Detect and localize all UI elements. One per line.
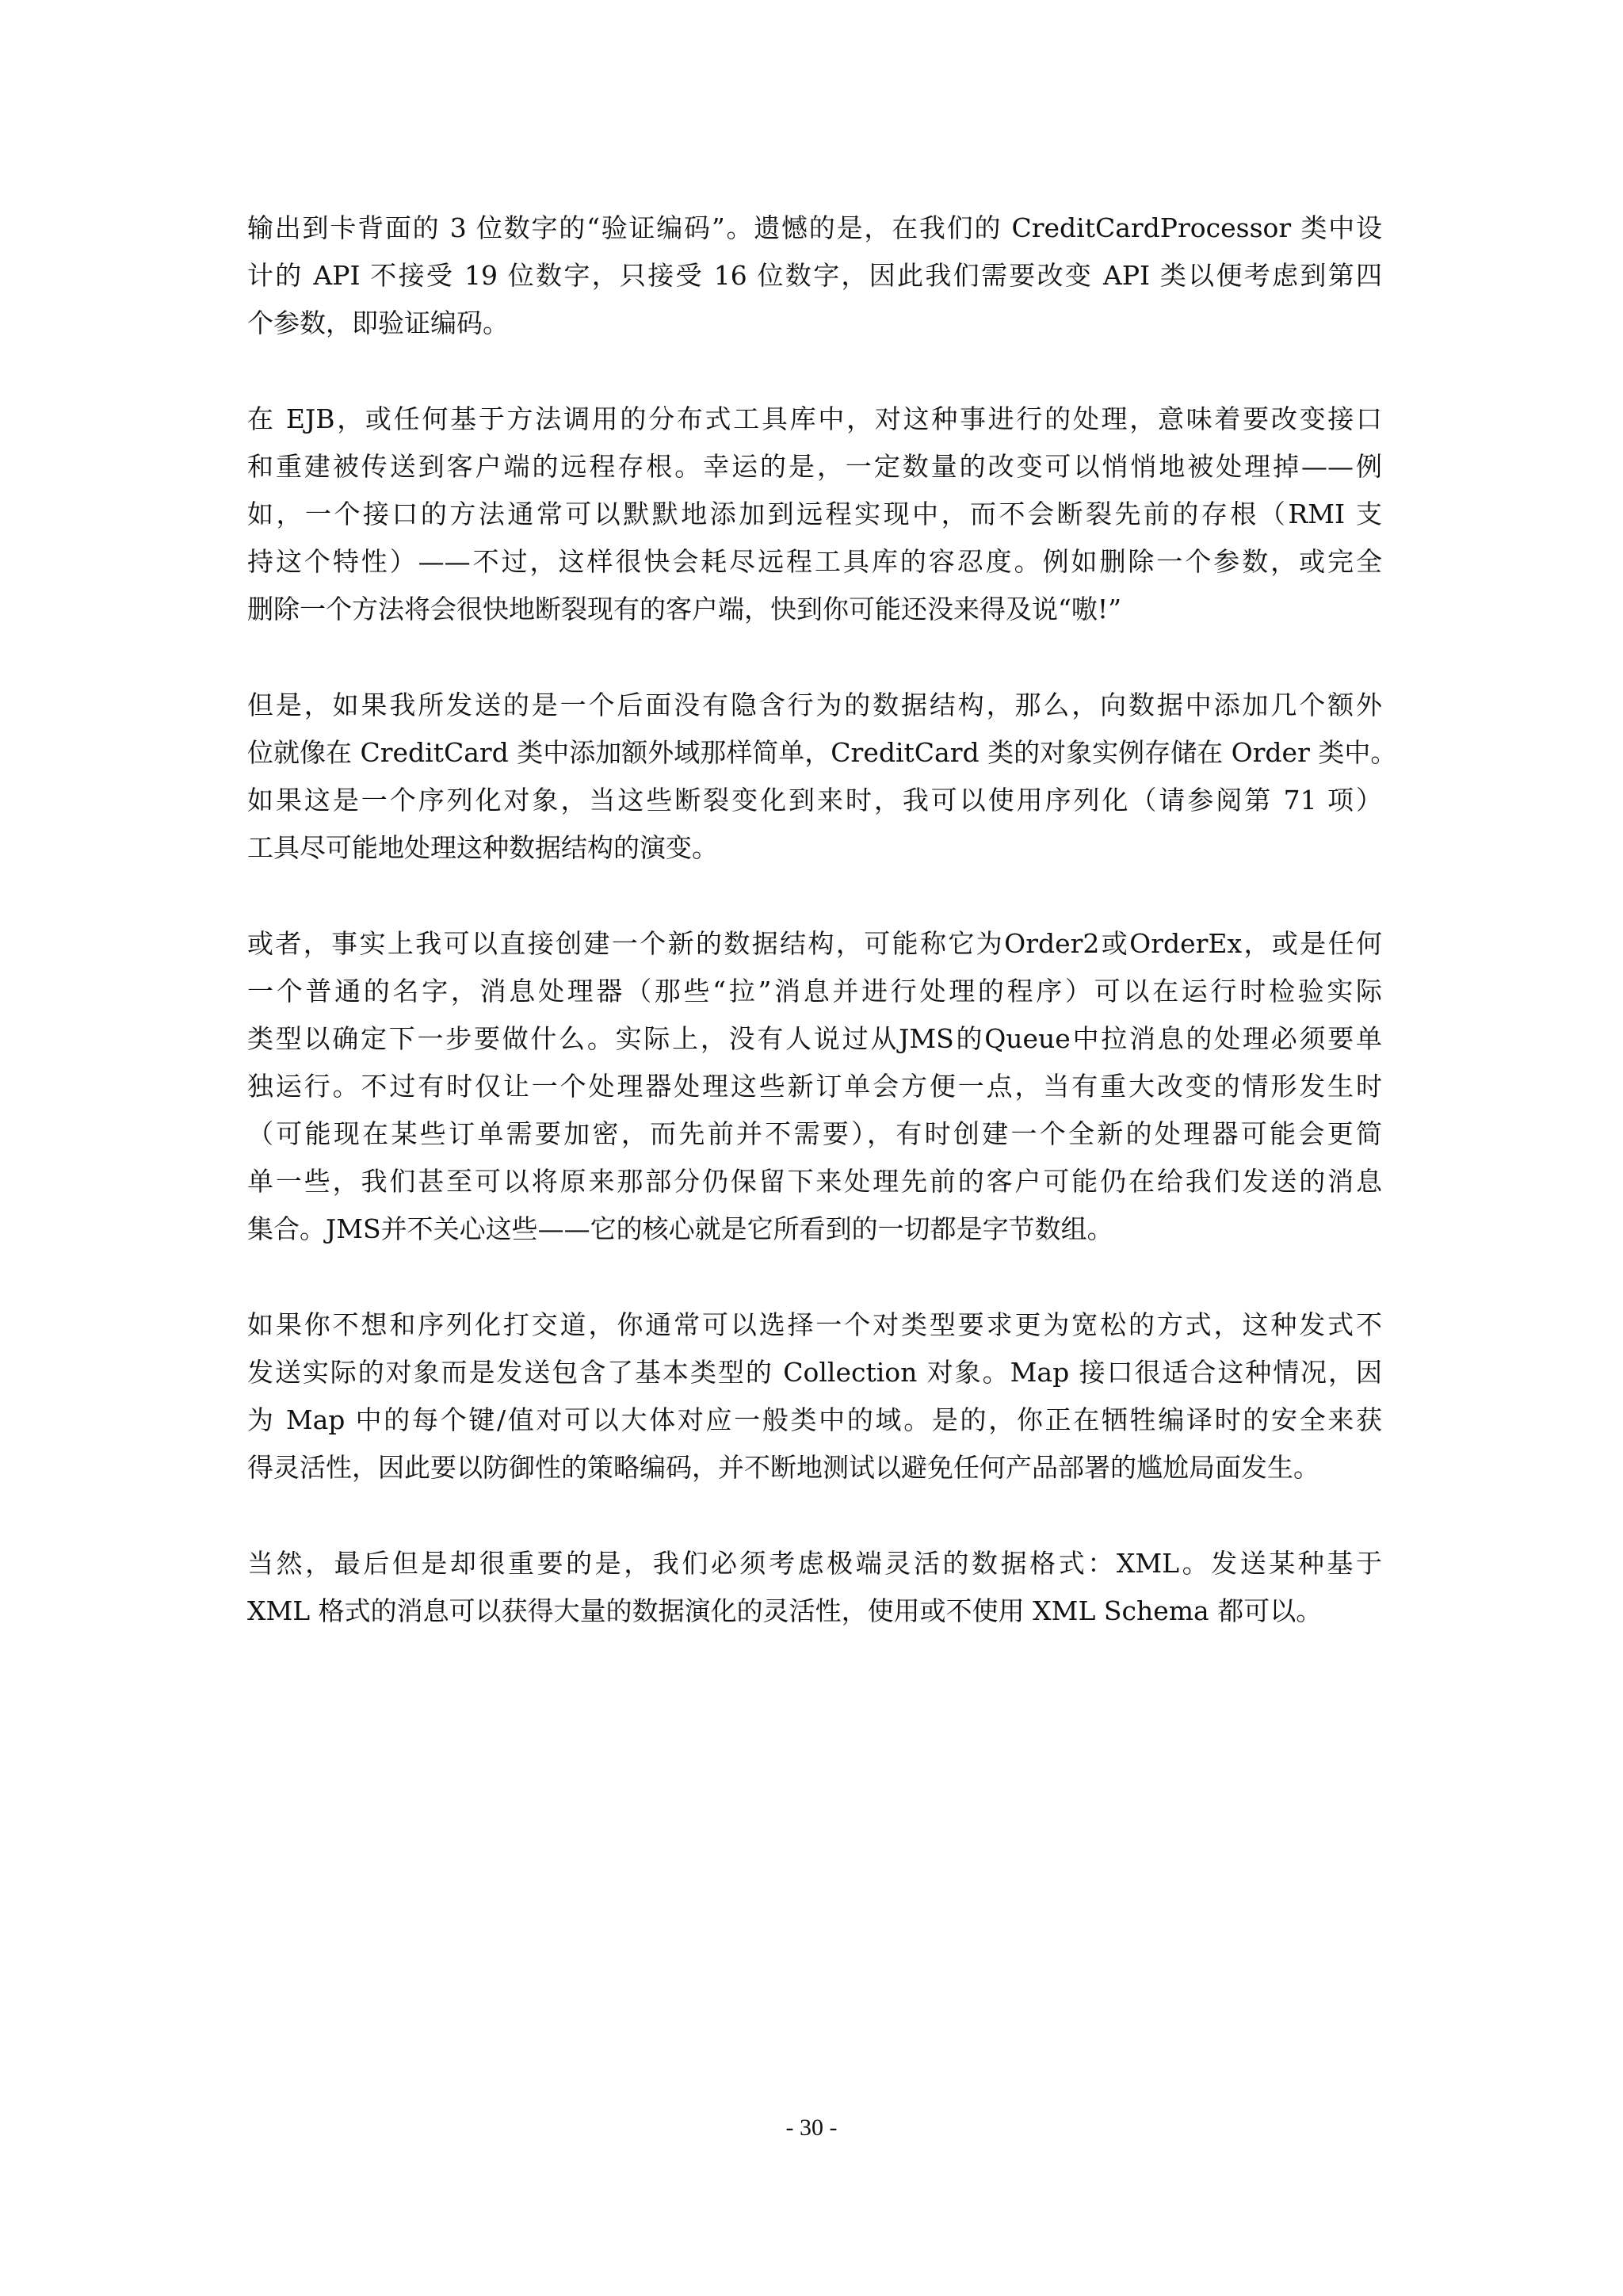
text-line: 位就像在 CreditCard 类中添加额外域那样简单，CreditCard 类的对象实例存储在 Order 类中。 bbox=[247, 737, 1397, 768]
text-line: 和重建被传送到客户端的远程存根。幸运的是，一定数量的改变可以悄悄地被处理掉——例 bbox=[247, 451, 1382, 482]
text-line: 在 EJB，或任何基于方法调用的分布式工具库中，对这种事进行的处理，意味着要改变接口 bbox=[247, 403, 1382, 434]
paragraph-3 bbox=[247, 682, 1397, 872]
body-text bbox=[247, 204, 1397, 1683]
paragraph-4 bbox=[247, 920, 1382, 1253]
paragraph-1 bbox=[247, 204, 1382, 347]
paragraph-6 bbox=[247, 1540, 1382, 1635]
page-number: - 30 - bbox=[785, 2115, 838, 2141]
text-line: 但是，如果我所发送的是一个后面没有隐含行为的数据结构，那么，向数据中添加几个额外 bbox=[247, 690, 1382, 720]
text-line: 计的 API 不接受 19 位数字，只接受 16 位数字，因此我们需要改变 API 类以便考虑到第四 bbox=[247, 260, 1382, 291]
text-line: 如果你不想和序列化打交道，你通常可以选择一个对类型要求更为宽松的方式，这种发式不 bbox=[247, 1309, 1382, 1340]
text-line: 个参数，即验证编码。 bbox=[247, 308, 509, 338]
text-line: 发送实际的对象而是发送包含了基本类型的 Collection 对象。Map 接口很适合这种情况，因 bbox=[247, 1357, 1382, 1388]
text-line: （可能现在某些订单需要加密，而先前并不需要），有时创建一个全新的处理器可能会更简 bbox=[247, 1118, 1382, 1149]
text-line: 删除一个方法将会很快地断裂现有的客户端，快到你可能还没来得及说“嗷!” bbox=[247, 594, 1122, 625]
paragraph-2 bbox=[247, 395, 1382, 633]
text-line: 工具尽可能地处理这种数据结构的演变。 bbox=[247, 832, 718, 863]
text-line: 持这个特性）——不过，这样很快会耗尽远程工具库的容忍度。例如删除一个参数，或完全 bbox=[247, 546, 1382, 577]
text-line: 一个普通的名字，消息处理器（那些“拉”消息并进行处理的程序）可以在运行时检验实际 bbox=[247, 976, 1382, 1007]
paragraph-5 bbox=[247, 1301, 1382, 1492]
text-line: 集合。JMS并不关心这些——它的核心就是它所看到的一切都是字节数组。 bbox=[247, 1213, 1113, 1244]
text-line: 如果这是一个序列化对象，当这些断裂变化到来时，我可以使用序列化（请参阅第 71 项） bbox=[247, 785, 1382, 816]
text-line: 为 Map 中的每个键/值对可以大体对应一般类中的域。是的，你正在牺牲编译时的安全来获 bbox=[247, 1404, 1382, 1435]
text-line: 得灵活性，因此要以防御性的策略编码，并不断地测试以避免任何产品部署的尴尬局面发生。 bbox=[247, 1452, 1319, 1483]
text-line: XML 格式的消息可以获得大量的数据演化的灵活性，使用或不使用 XML Schema 都可以。 bbox=[247, 1595, 1323, 1626]
text-line: 输出到卡背面的 3 位数字的“验证编码”。遗憾的是，在我们的 CreditCardProcessor 类中设 bbox=[247, 212, 1382, 243]
text-line: 独运行。不过有时仅让一个处理器处理这些新订单会方便一点，当有重大改变的情形发生时 bbox=[247, 1071, 1382, 1102]
text-line: 单一些，我们甚至可以将原来那部分仍保留下来处理先前的客户可能仍在给我们发送的消息 bbox=[247, 1166, 1382, 1197]
text-line: 当然，最后但是却很重要的是，我们必须考虑极端灵活的数据格式：XML。发送某种基于 bbox=[247, 1548, 1382, 1579]
text-line: 如，一个接口的方法通常可以默默地添加到远程实现中，而不会断裂先前的存根（RMI 支 bbox=[247, 499, 1382, 529]
text-line: 类型以确定下一步要做什么。实际上，没有人说过从JMS的Queue中拉消息的处理必须要单 bbox=[247, 1023, 1382, 1054]
text-line: 或者，事实上我可以直接创建一个新的数据结构，可能称它为Order2或OrderEx，或是任何 bbox=[247, 928, 1382, 959]
